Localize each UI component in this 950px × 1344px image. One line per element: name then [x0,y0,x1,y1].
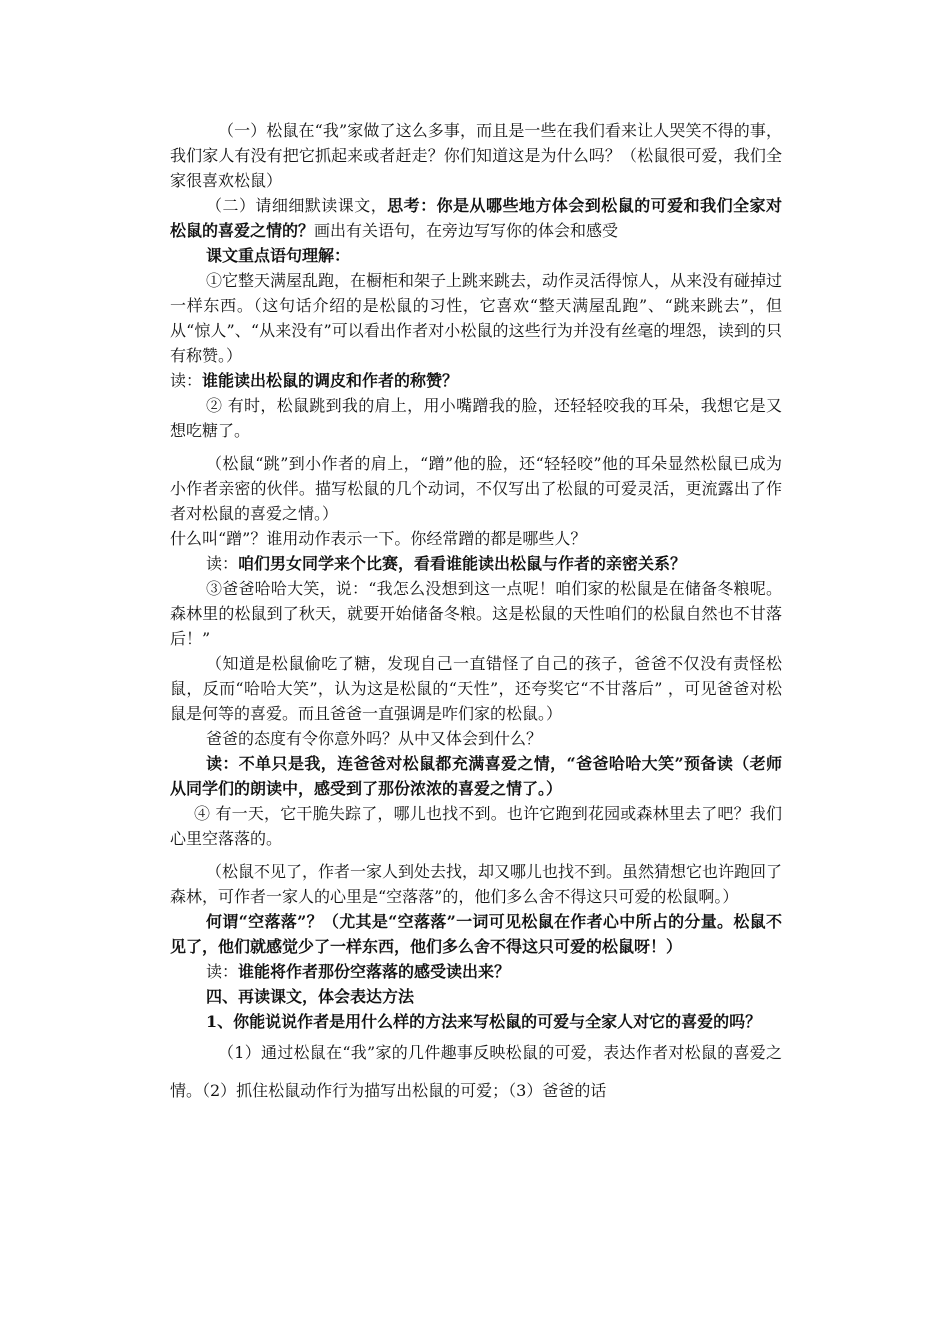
paragraph-read-1 [170,368,782,393]
text-run: 咱们男女同学来个比赛，看看谁能读出松鼠与作者的亲密关系？ [238,554,687,573]
text-run: （松鼠“跳”到小作者的肩上，“蹭”他的脸，还“轻轻咬”他的耳朵显然松鼠已成为小作者亲密的伙伴。描写松鼠的几个动词，不仅写出了松鼠的可爱灵活，更流露出了作者对松鼠的喜爱之情。） [170,454,782,523]
paragraph-ceng-question [170,526,782,551]
text-run: （二）请细细默读课文， [206,196,388,215]
paragraph-method-question [170,1009,782,1034]
paragraph-read-4 [170,959,782,984]
paragraph-note-3 [170,651,782,726]
text-run: 谁能将作者那份空落落的感受读出来？ [238,962,511,981]
paragraph-note-4 [170,859,782,909]
text-run: 画出有关语句，在旁边写写你的体会和感受 [314,221,619,240]
text-run: （1）通过松鼠在“我”家的几件趣事反映松鼠的可爱，表达作者对松鼠的喜爱之情。（2）抓住松鼠动作行为描写出松鼠的可爱；（3）爸爸的话 [170,1043,782,1100]
text-run: 何谓“空落落”？（尤其是“空落落”一词可见松鼠在作者心中所占的分量。松鼠不见了，他们就感觉少了一样东西，他们多么舍不得这只可爱的松鼠呀！） [170,912,782,956]
paragraph-question-1 [170,118,782,193]
paragraph-read-2 [170,551,782,576]
paragraph-father-question [170,726,782,751]
text-run: （松鼠不见了，作者一家人到处去找，却又哪儿也找不到。虽然猜想它也许跑回了森林，可作者一家人的心里是“空落落”的，他们多么舍不得这只可爱的松鼠啊。） [170,862,783,906]
text-run: （一）松鼠在“我”家做了这么多事，而且是一些在我们看来让人哭笑不得的事，我们家人有没有把它抓起来或者赶走？你们知道这是为什么吗？（松鼠很可爱，我们全家很喜欢松鼠） [170,121,782,190]
text-run: 读： [206,962,239,981]
text-run: 课文重点语句理解： [206,246,351,265]
paragraph-note-2 [170,451,782,526]
paragraph-read-3 [170,751,782,801]
text-run: 四、再读课文，体会表达方法 [206,987,415,1006]
text-run: ④ 有一天，它干脆失踪了，哪儿也找不到。也许它跑到花园或森林里去了吧？我们心里空落落的。 [170,804,782,848]
text-run: ② 有时，松鼠跳到我的肩上，用小嘴蹭我的脸，还轻轻咬我的耳朵，我想它是又想吃糖了。 [170,396,782,440]
text-run: 什么叫“蹭”？谁用动作表示一下。你经常蹭的都是哪些人？ [170,529,587,548]
text-run: （知道是松鼠偷吃了糖，发现自己一直错怪了自己的孩子，爸爸不仅没有责怪松鼠，反而“哈哈大笑”，认为这是松鼠的“天性”，还夸奖它“不甘落后” ，可见爸爸对松鼠是何等的喜爱。而且爸爸一直强调是咋们家的松鼠。） [170,654,782,723]
text-run: ①它整天满屋乱跑，在橱柜和架子上跳来跳去，动作灵活得惊人，从来没有碰掉过一样东西。（这句话介绍的是松鼠的习性，它喜欢“整天满屋乱跑”、“跳来跳去”，但从“惊人”、“从来没有”可以看出作者对小松鼠的这些行为并没有丝毫的埋怨，读到的只有称赞。） [170,271,783,365]
text-run: 读：不单只是我，连爸爸对松鼠都充满喜爱之情，“爸爸哈哈大笑”预备读（老师从同学们的朗读中，感受到了那份浓浓的喜爱之情了。） [170,754,782,798]
paragraph-method-answer [170,1034,782,1110]
paragraph-key-sentences-heading [170,243,782,268]
paragraph-question-2 [170,193,782,243]
section-heading-four [170,984,782,1009]
text-run: 爸爸的态度有令你意外吗？从中又体会到什么？ [206,729,543,748]
text-run: 读： [170,371,203,390]
paragraph-kongluoluo-question [170,909,782,959]
document-body [170,118,782,1110]
text-run: 思考：你是从哪些地方体会到松鼠的可爱和我们全家对松鼠的喜爱之情的？ [170,196,782,240]
text-run: 读： [206,554,239,573]
text-run: 谁能读出松鼠的调皮和作者的称赞？ [202,371,459,390]
paragraph-sentence-1 [170,268,782,368]
text-run: 1、你能说说作者是用什么样的方法来写松鼠的可爱与全家人对它的喜爱的吗？ [206,1012,762,1031]
text-run: ③爸爸哈哈大笑，说：“我怎么没想到这一点呢！咱们家的松鼠是在储备冬粮呢。森林里的松鼠到了秋天，就要开始储备冬粮。这是松鼠的天性咱们的松鼠自然也不甘落后！” [170,579,782,648]
paragraph-sentence-4 [170,801,782,851]
paragraph-sentence-3 [170,576,782,651]
paragraph-sentence-2 [170,393,782,443]
